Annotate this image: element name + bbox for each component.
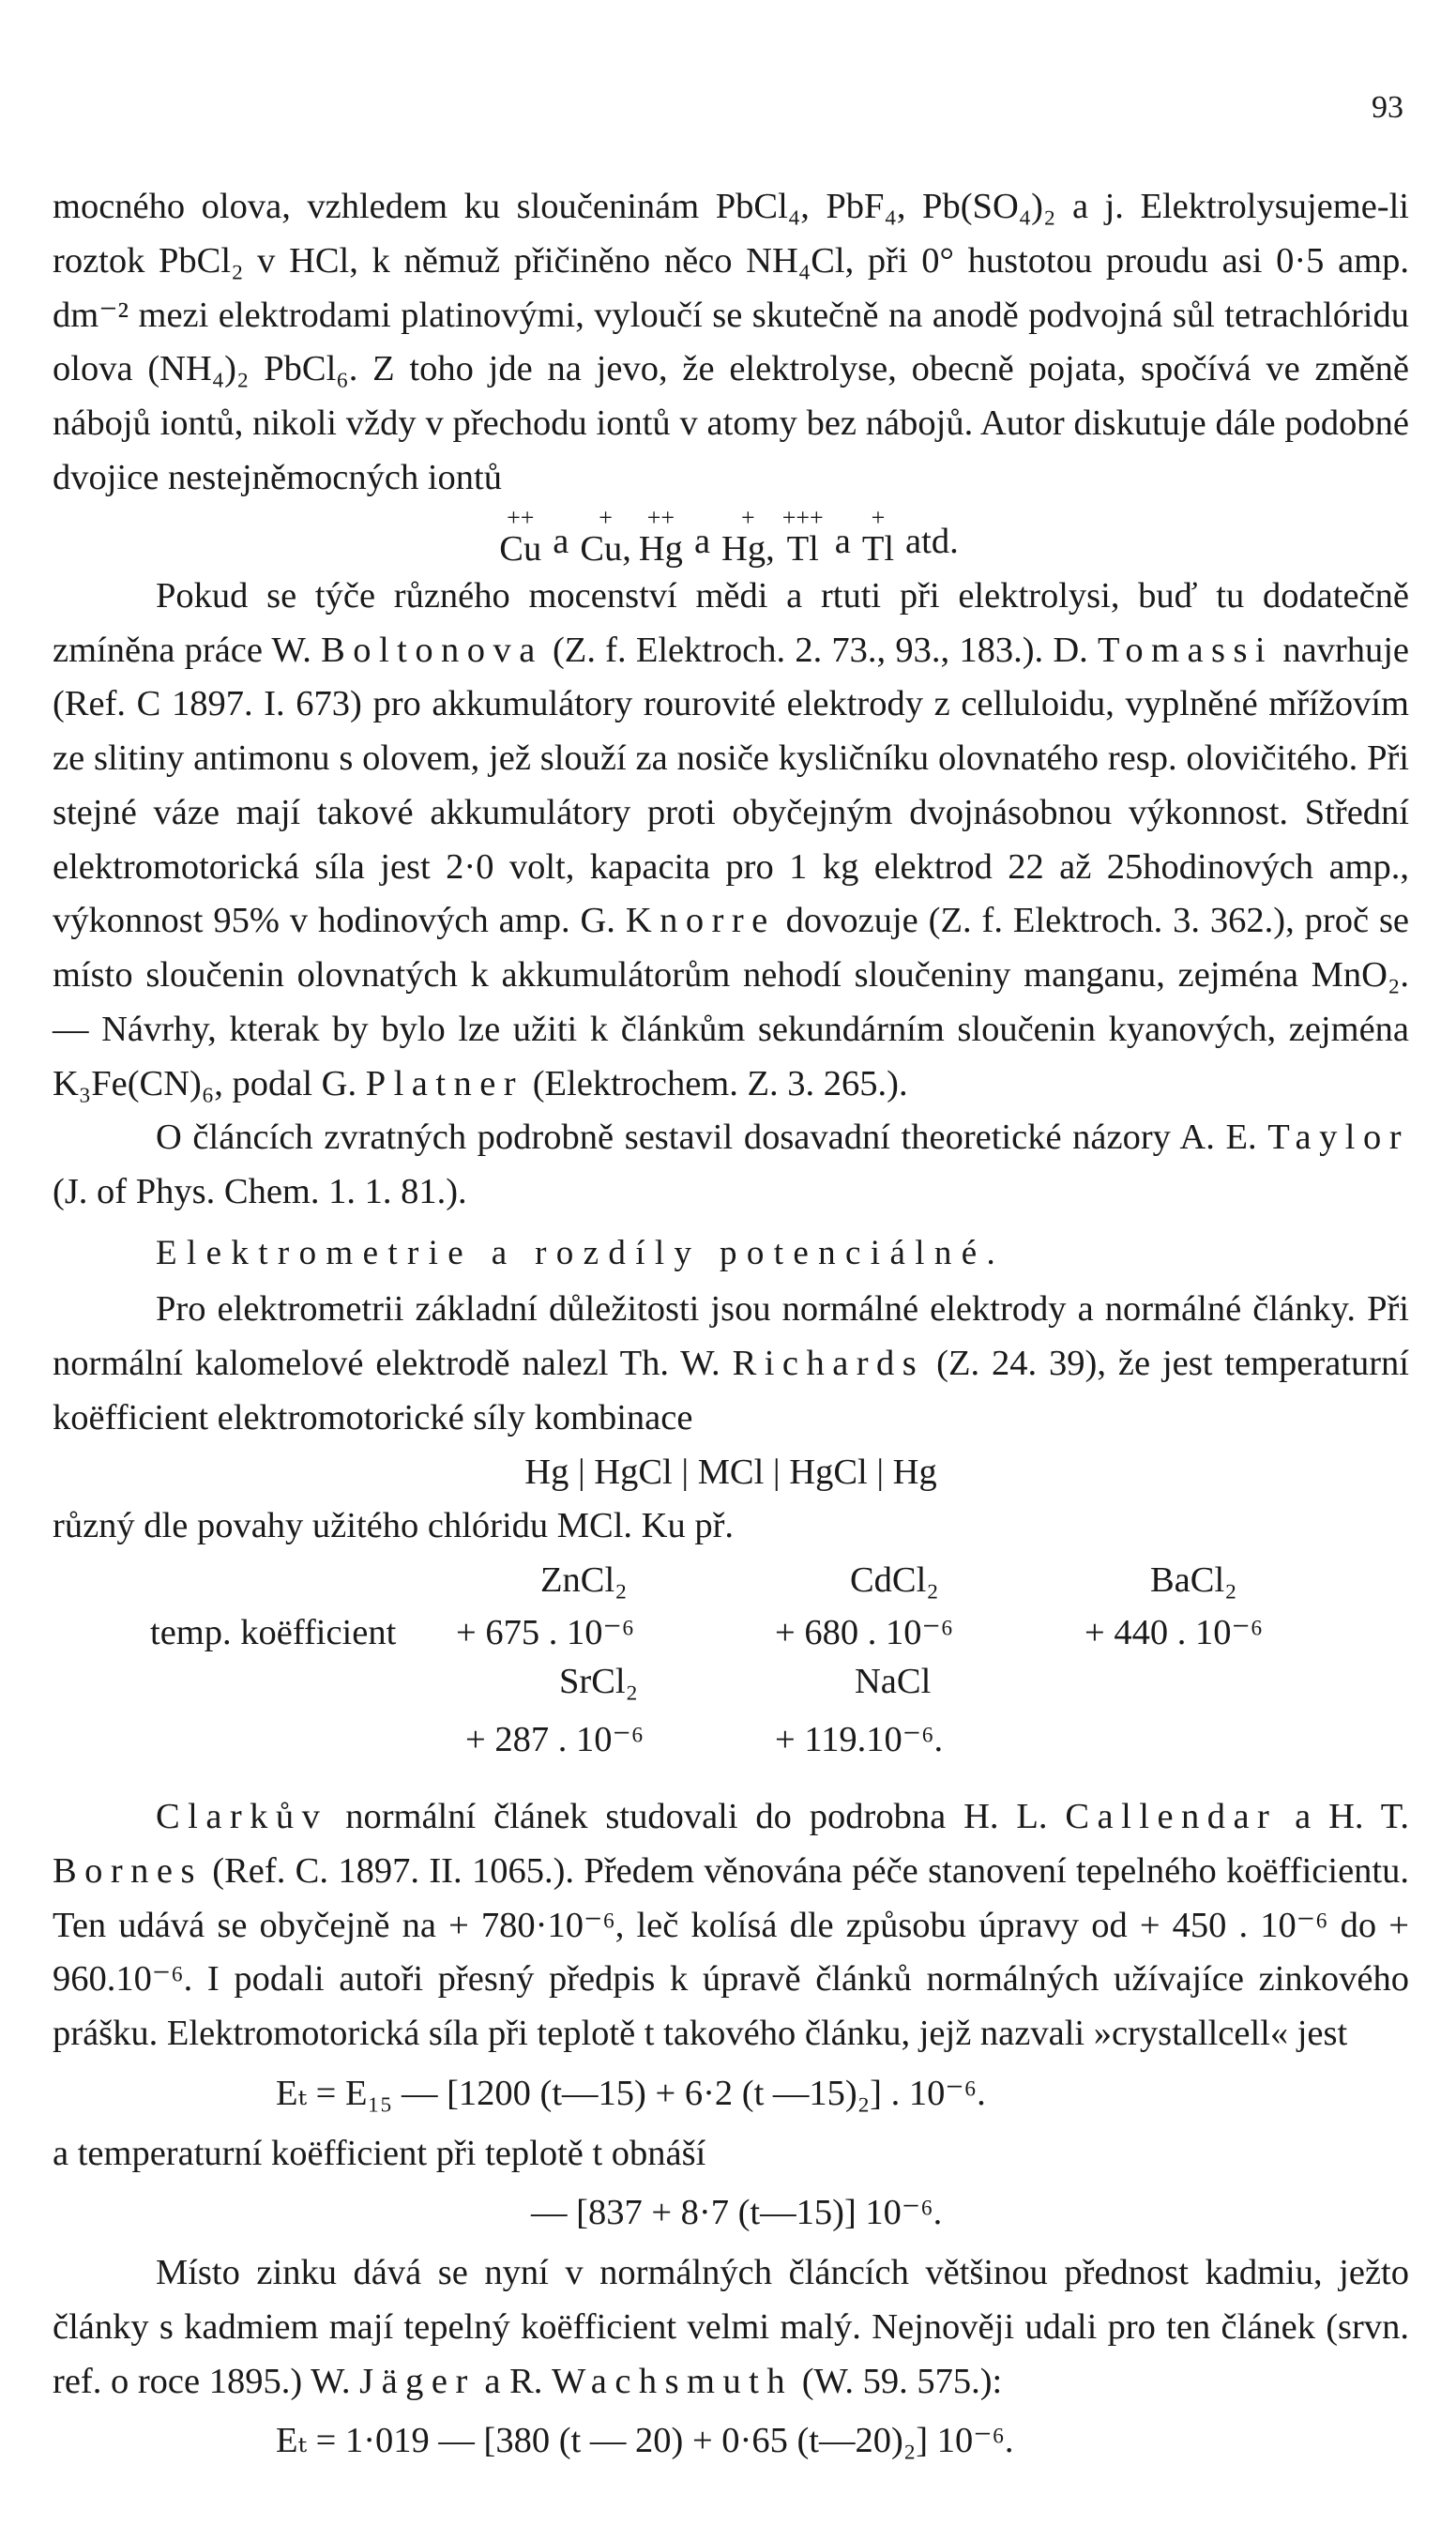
formula-emf-crystallcell: Eₜ = E₁₅ — [1200 (t—15) + 6·2 (t —15)₂] . 10⁻⁶.	[276, 2073, 986, 2113]
table-header: CdCl₂	[850, 1560, 939, 1601]
table-header: BaCl₂	[1150, 1560, 1237, 1601]
author-name: Knorre	[625, 901, 776, 941]
table-header: NaCl	[855, 1662, 932, 1702]
ion-symbol: Tl	[786, 528, 819, 569]
author-name: Bornes	[53, 1850, 203, 1891]
ion-charge: +	[599, 503, 613, 531]
author-name: Richards	[732, 1344, 925, 1384]
section-heading: Elektrometrie a rozdíly potenciálné.	[156, 1233, 1006, 1272]
ion-symbol: Hg	[638, 528, 683, 569]
ion	[721, 503, 775, 570]
paragraph-1: mocného olova, vzhledem ku sloučeninám PbCl₄, PbF₄, Pb(SO₄)₂ a j. Elektrolysujeme-li roztok PbCl₂ v HCl, k němuž přičiněno něco NH₄Cl, při 0° hustotou proudu asi 0·5 amp. dm⁻² mezi elektrodami platinovými, vyloučí se skutečně na anodě podvojná sůl tetrachlóridu olova (NH₄)₂ PbCl₆. Z toho jde na jevo, že elektrolyse, obecně pojata, spočívá ve změně nábojů iontů, nikoli vždy v přechodu iontů v atomy bez nábojů. Autor diskutuje dále podobné dvojice nestejněmocných iontů	[53, 187, 1409, 497]
paragraph-5: různý dle povahy užitého chlóridu MCl. Ku př.	[53, 1506, 735, 1546]
ion	[861, 503, 895, 570]
table-header: SrCl₂	[559, 1662, 639, 1702]
page-number: 93	[1372, 90, 1403, 125]
ion-separator: atd.	[905, 522, 959, 562]
paragraph-4: Pro elektrometrii základní důležitosti jsou normálné elektrody a normálné články. Při normální kalomelové elektrodě nalezl Th. W. Richards (Z. 24. 39), že jest temperaturní koëfficient elektromotorické síly kombinace	[53, 1289, 1410, 1437]
ion-symbol: Hg,	[721, 528, 775, 569]
table-cell: + 680 . 10⁻⁶	[775, 1613, 954, 1653]
ion	[580, 503, 631, 570]
ion-separator: a	[553, 522, 569, 562]
formula-emf-cadmium: Eₜ = 1·019 — [380 (t — 20) + 0·65 (t—20)₂] 10⁻⁶.	[276, 2421, 1014, 2461]
author-name: Clarkův	[156, 1797, 328, 1837]
author-name: Boltonova	[321, 630, 543, 670]
table-header: ZnCl₂	[540, 1560, 628, 1601]
ion-charge: +	[741, 503, 755, 531]
ion-separator: a	[693, 522, 711, 562]
table-row-label: temp. koëfficient	[150, 1613, 397, 1653]
cell-chain: Hg | HgCl | MCl | HgCl | Hg	[524, 1452, 937, 1492]
ion-separator: a	[834, 522, 851, 562]
ion	[638, 503, 683, 570]
author-name: Tomassi	[1098, 630, 1274, 670]
author-name: Jäger	[359, 2361, 476, 2401]
ion-charge: +++	[781, 503, 824, 531]
ion-pairs-line	[53, 503, 1409, 570]
table-cell: + 440 . 10⁻⁶	[1084, 1613, 1264, 1653]
author-name: Taylor	[1267, 1118, 1409, 1158]
coefficient-table	[53, 1554, 1409, 1713]
ion-charge: +	[871, 503, 886, 531]
ion-symbol: Cu,	[580, 528, 631, 569]
author-name: Callendar	[1065, 1797, 1278, 1837]
paragraph-7: a temperaturní koëfficient při teplotě t obnáší	[53, 2133, 706, 2173]
table-cell: + 119.10⁻⁶.	[775, 1720, 944, 1760]
ion-symbol: Cu	[499, 528, 542, 569]
ion-symbol: Tl	[861, 528, 895, 569]
paragraph-2: Pokud se týče různého mocenství mědi a rtuti při elektrolysi, buď tu dodatečně zmíněna práce W. Boltonova (Z. f. Elektroch. 2. 73., 93., 183.). D. Tomassi navrhuje (Ref. C 1897. I. 673) pro akkumulátory rourovité elektrody z celluloidu, vyplněné mřížovím ze slitiny antimonu s olovem, jež slouží za nosiče kysličníku olovnatého resp. olovičitého. Při stejné váze mají takové akkumulátory proti obyčejným dvojnásobnou výkonnost. Střední elektromotorická síla jest 2·0 volt, kapacita pro 1 kg elektrod 22 až 25hodinových amp., výkonnost 95% v hodinových amp. G. Knorre dovozuje (Z. f. Elektroch. 3. 362.), proč se místo sloučenin olovnatých k akkumulátorům nehodí sloučeniny manganu, zejména MnO₂. — Návrhy, kterak by bylo lze užiti k článkům sekundárním sloučenin kyanových, zejména K₃Fe(CN)₆, podal G. Platner (Elektrochem. Z. 3. 265.).	[53, 575, 1410, 1103]
coefficient-table-row-2	[53, 1713, 1409, 1790]
author-name: Platner	[365, 1063, 524, 1103]
page-body	[53, 180, 1409, 2474]
paragraph-8: Místo zinku dává se nyní v normálných článcích většinou přednost kadmiu, ježto články s kadmiem mají tepelný koëfficient velmi malý. Nejnověji udali pro ten článek (srvn. ref. o roce 1895.) W. Jäger a R. Wachsmuth (W. 59. 575.):	[53, 2253, 1409, 2401]
ion	[781, 503, 824, 570]
ion	[499, 503, 542, 570]
ion-charge: ++	[646, 503, 675, 531]
table-cell: + 675 . 10⁻⁶	[456, 1613, 635, 1653]
author-name: Wachsmuth	[552, 2361, 794, 2401]
paragraph-3: O článcích zvratných podrobně sestavil dosavadní theoretické názory A. E. Taylor (J. of Phys. Chem. 1. 1. 81.).	[53, 1118, 1409, 1212]
formula-temp-coefficient: — [837 + 8·7 (t—15)] 10⁻⁶.	[531, 2193, 943, 2233]
table-cell: + 287 . 10⁻⁶	[465, 1720, 645, 1760]
ion-charge: ++	[507, 503, 535, 531]
paragraph-6: Clarkův normální článek studovali do podrobna H. L. Callendar a H. T. Bornes (Ref. C. 1897. II. 1065.). Předem věnována péče stanovení tepelného koëfficientu. Ten udává se obyčejně na + 780·10⁻⁶, leč kolísá dle způsobu úpravy od + 450 . 10⁻⁶ do + 960.10⁻⁶. I podali autoři přesný předpis k úpravě článků normálných užívajíce zinkového prášku. Elektromotorická síla při teplotě t takového článku, jejž nazvali »crystallcell« jest	[53, 1797, 1410, 2054]
